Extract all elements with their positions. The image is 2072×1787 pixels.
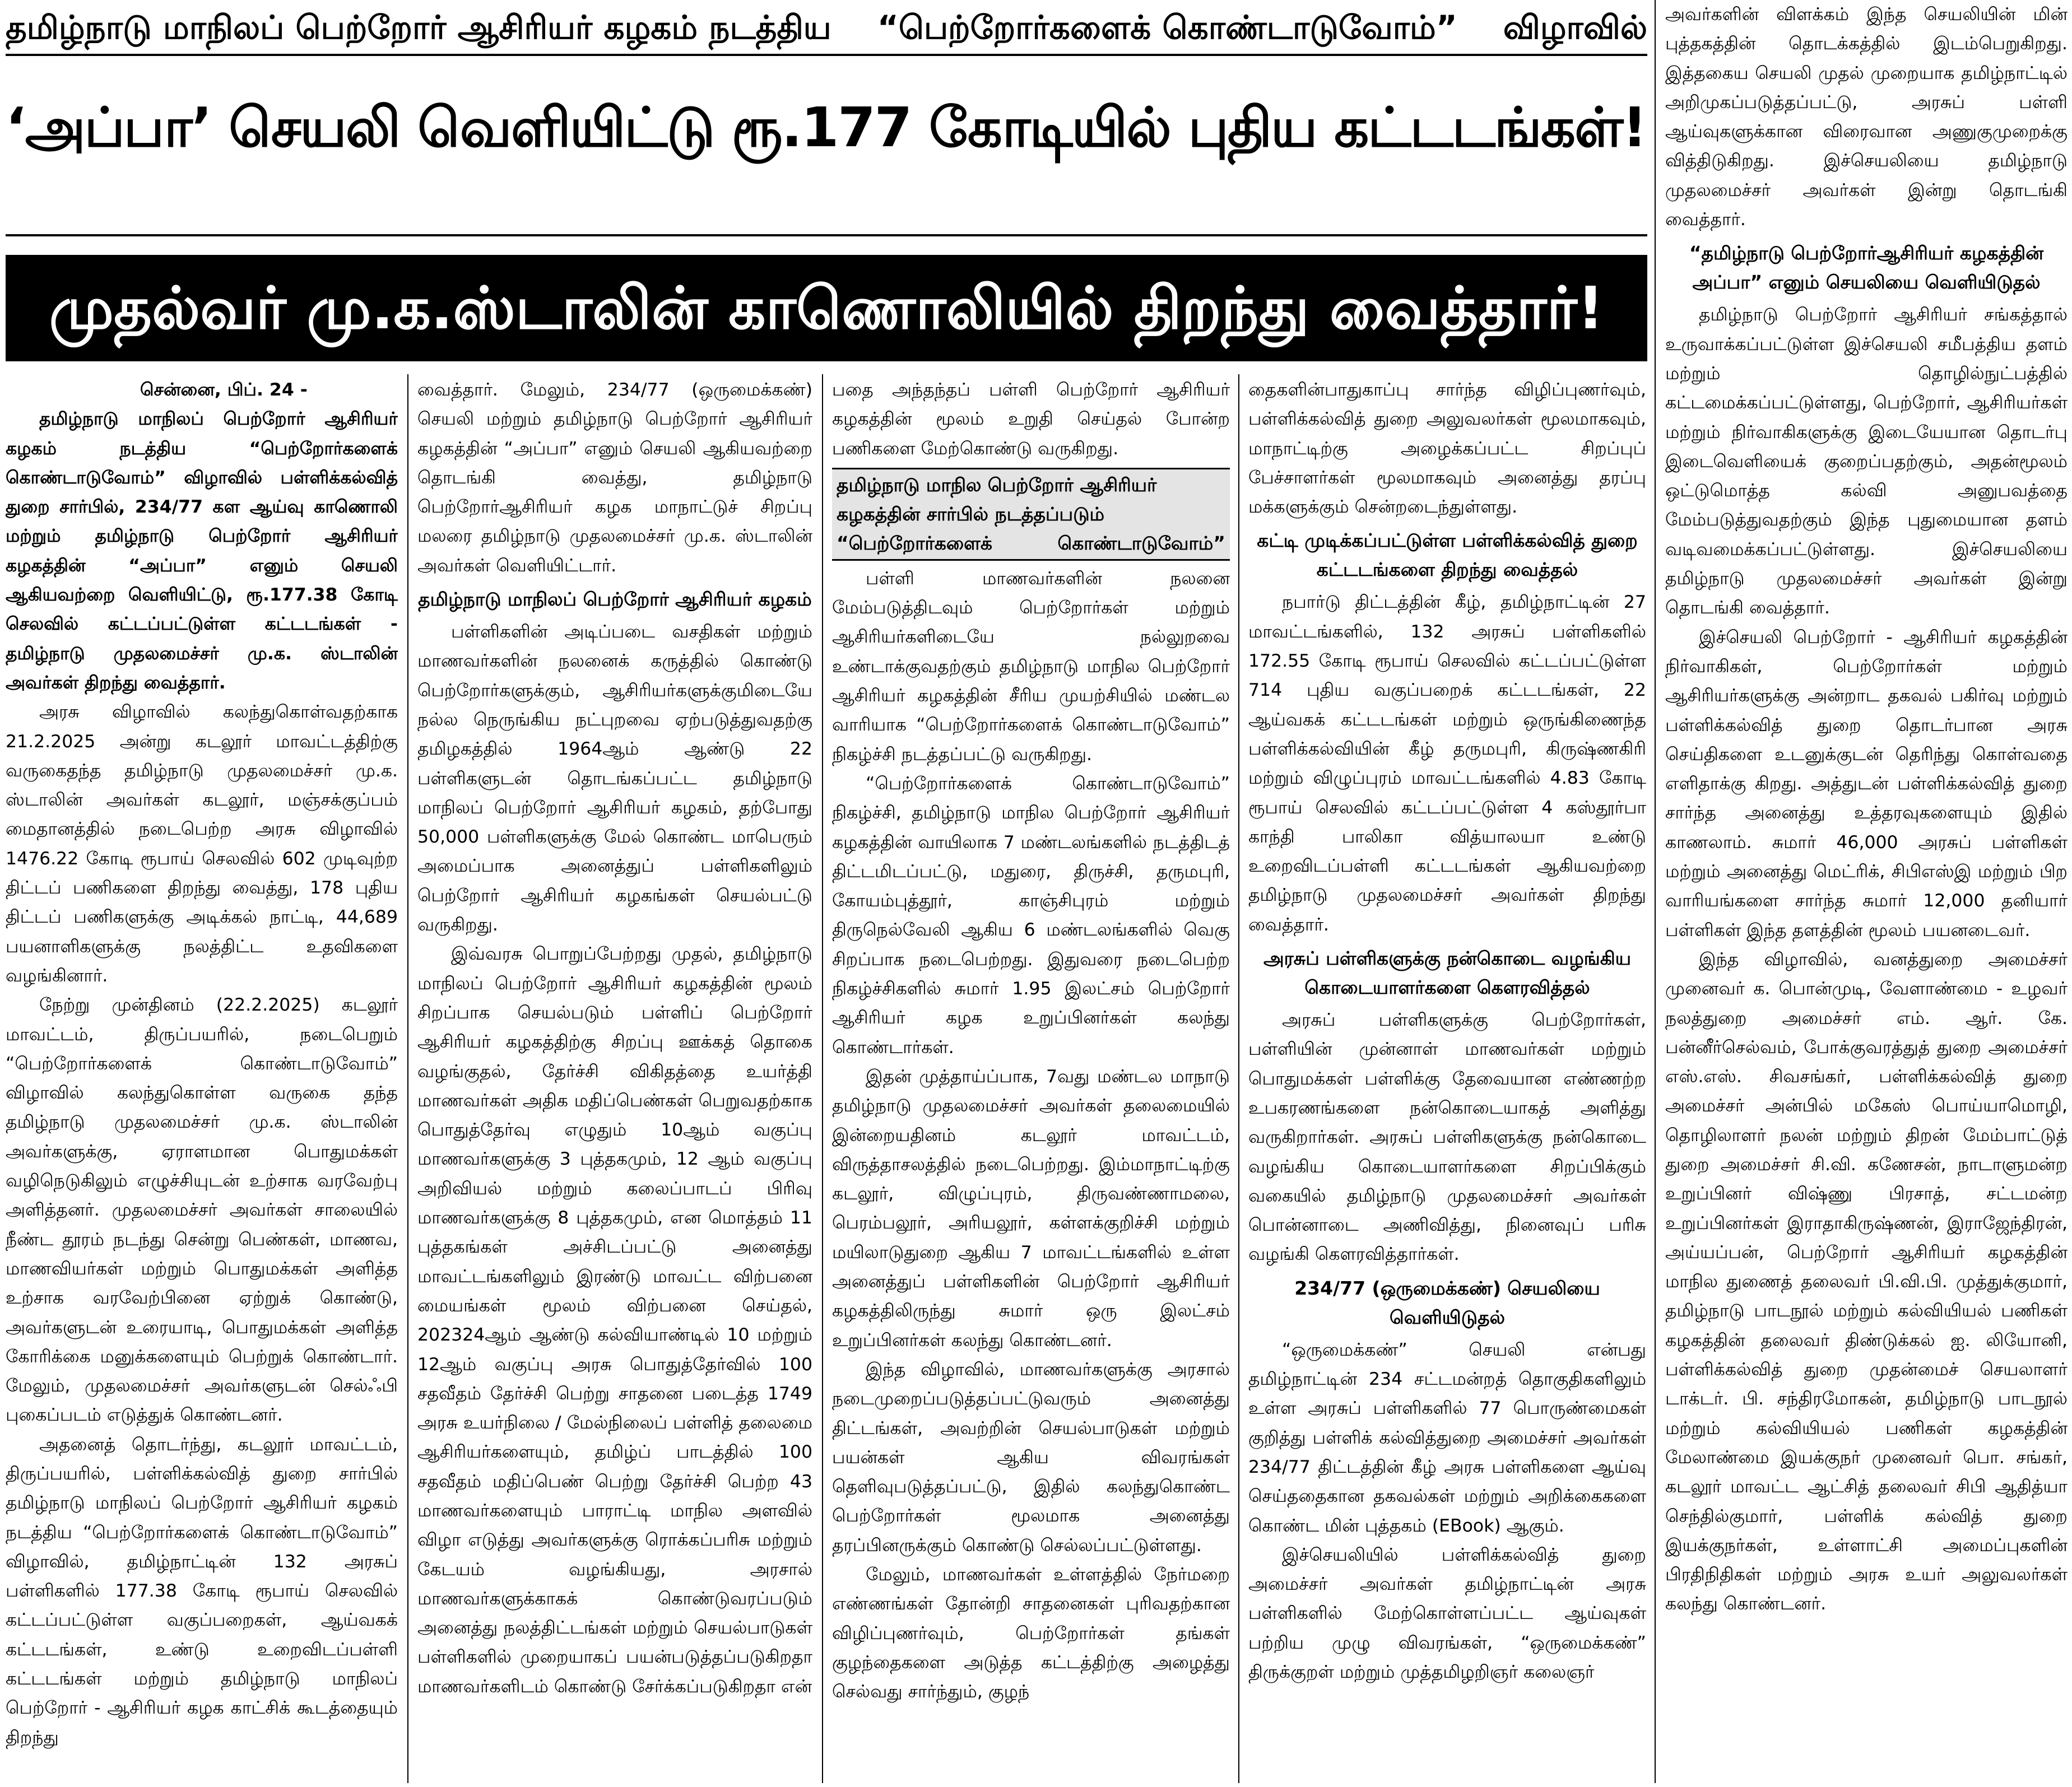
paragraph: இந்த விழாவில், வனத்துறை அமைச்சர் முனைவர் க. பொன்முடி, வேளாண்மை - உழவர் நலத்துறை அமைச்சர் எம். ஆர். கே. பன்னீர்செல்வம், போக்குவரத்துத் துறை அமைச்சர் எஸ்.எஸ். சிவசங்கர், பள்ளிக்கல்வித் துறை அமைச்சர் அன்பில் மகேஸ் பொய்யாமொழி, தொழிலாளர் நலன் மற்றும் திறன் மேம்பாட்டுத் துறை அமைச்சர் சி.வி. கணேசன், நாடாளுமன்ற உறுப்பினர் விஷ்ணு பிரசாத், சட்டமன்ற உறுப்பினர்கள் இராதாகிருஷ்ணன், இராஜேந்திரன், அய்யப்பன், பெற்றோர் ஆசிரியர் கழகத்தின் மாநில துணைத் தலைவர் பி.வி.பி. முத்துக்குமார், தமிழ்நாடு பாடநூல் மற்றும் கல்வியியல் பணிகள் கழகத்தின் தலைவர் திண்டுக்கல் ஐ. லியோனி, பள்ளிக்கல்வித் துறை முதன்மைச் செயலாளர் டாக்டர். பி. சந்திரமோகன், தமிழ்நாடு பாடநூல் மற்றும் கல்வியியல் பணிகள் கழகத்தின் மேலாண்மை இயக்குநர் முனைவர் பொ. சங்கர், கடலூர் மாவட்ட ஆட்சித் தலைவர் சிபி ஆதித்யா செந்தில்குமார், பள்ளிக் கல்வித் துறை இயக்குநர்கள், உள்ளாட்சி அமைப்புகளின் பிரதிநிதிகள் மற்றும் அரசு உயர் அலுவலர்கள் கலந்து கொண்டனர்.	[1665, 949, 2068, 1614]
paragraph: நபார்டு திட்டத்தின் கீழ், தமிழ்நாட்டின் 27 மாவட்டங்களில், 132 அரசுப் பள்ளிகளில் 172.55 கோடி ரூபாய் செலவில் கட்டப்பட்டுள்ள 714 புதிய வகுப்பறைக் கட்டடங்கள், 22 ஆய்வகக் கட்டடங்கள் மற்றும் ஒருங்கிணைந்த பள்ளிக்கல்வியின் கீழ் தருமபுரி, கிருஷ்ணகிரி மற்றும் விழுப்புரம் மாவட்டங்களில் 4.83 கோடி ரூபாய் செலவில் கட்டப்பட்டுள்ள 4 கஸ்தூர்பா காந்தி பாலிகா வித்யாலயா உண்டு உறைவிடப்பள்ளி கட்டடங்கள் ஆகியவற்றை தமிழ்நாடு முதலமைச்சர் அவர்கள் திறந்து வைத்தார்.	[1248, 592, 1646, 935]
article-column-3	[832, 375, 1230, 1781]
article-column-2	[417, 375, 812, 1781]
paragraph: அரசுப் பள்ளிகளுக்கு பெற்றோர்கள், பள்ளியின் முன்னாள் மாணவர்கள் மற்றும் பொதுமக்கள் பள்ளிக்கு தேவையான எண்ணற்ற உபகரணங்களை நன்கொடையாகத் அளித்து வருகிறார்கள். அரசுப் பள்ளிகளுக்கு நன்கொடை வழங்கிய கொடையாளர்களை சிறப்பிக்கும் வகையில் தமிழ்நாடு முதலமைச்சர் அவர்கள் பொன்னாடை அணிவித்து, நினைவுப் பரிசு வழங்கி கௌரவித்தார்கள்.	[1248, 1010, 1646, 1265]
paragraph: “பெற்றோர்களைக் கொண்டாடுவோம்” நிகழ்ச்சி, தமிழ்நாடு மாநில பெற்றோர் ஆசிரியர் கழகத்தின் வாயிலாக 7 மண்டலங்களில் நடத்திடத் திட்டமிடப்பட்டு, மதுரை, திருச்சி, தருமபுரி, கோயம்புத்தூர், காஞ்சிபுரம் மற்றும் திருநெல்வேலி ஆகிய 6 மண்டலங்களில் வெகு சிறப்பாக நடைபெற்றது. இதுவரை நடைபெற்ற நிகழ்ச்சிகளில் சுமார் 1.95 இலட்சம் பெற்றோர் ஆசிரியர் கழக உறுப்பினர்கள் கலந்து கொண்டார்கள்.	[832, 773, 1230, 1058]
paragraph: இதன் முத்தாய்ப்பாக, 7வது மண்டல மாநாடு தமிழ்நாடு முதலமைச்சர் அவர்கள் தலைமையில் இன்றையதினம் கடலூர் மாவட்டம், விருத்தாசலத்தில் நடைபெற்றது. இம்மாநாட்டிற்கு கடலூர், விழுப்புரம், திருவண்ணாமலை, பெரம்பலூர், அரியலூர், கள்ளக்குறிச்சி மற்றும் மயிலாடுதுறை ஆகிய 7 மாவட்டங்களில் உள்ள அனைத்துப் பள்ளிகளின் பெற்றோர் ஆசிரியர் கழகத்திலிருந்து சுமார் ஒரு இலட்சம் உறுப்பினர்கள் கலந்து கொண்டனர்.	[832, 1066, 1230, 1351]
section-heading: “தமிழ்நாடு பெற்றோர்ஆசிரியர் கழகத்தின் அப்பா” எனும் செயலியை வெளியிடுதல்	[1689, 242, 2044, 294]
paragraph: பள்ளி மாணவர்களின் நலனை மேம்படுத்திடவும் பெற்றோர்கள் மற்றும் ஆசிரியர்களிடையே நல்லுறவை உண்டாக்குவதற்கும் தமிழ்நாடு மாநில பெற்றோர் ஆசிரியர் கழகத்தின் சீரிய முயற்சியில் மண்டல வாரியாக “பெற்றோர்களைக் கொண்டாடுவோம்” நிகழ்ச்சி நடத்தப்பட்டு வருகிறது.	[832, 568, 1230, 765]
paragraph: பதை அந்தந்தப் பள்ளி பெற்றோர் ஆசிரியர் கழகத்தின் மூலம் உறுதி செய்தல் போன்ற பணிகளை மேற்கொண்டு வருகிறது.	[832, 380, 1230, 459]
dateline: சென்னை, பிப். 24 -	[140, 380, 308, 400]
paragraph: தைகளின்பாதுகாப்பு சார்ந்த விழிப்புணர்வும், பள்ளிக்கல்வித் துறை அலுவலர்கள் மூலமாகவும், மாநாட்டிற்கு அழைக்கப்பட்ட சிறப்புப் பேச்சாளர்கள் மூலமாகவும் அனைத்து தரப்பு மக்களுக்கும் சென்றடைந்துள்ளது.	[1248, 380, 1646, 518]
headline-underline	[6, 234, 1647, 236]
column-divider	[407, 374, 408, 1783]
section-heading: தமிழ்நாடு மாநிலப் பெற்றோர் ஆசிரியர் கழகம்	[418, 588, 812, 611]
kicker-left: தமிழ்நாடு மாநிலப் பெற்றோர் ஆசிரியர் கழகம் நடத்திய	[6, 8, 831, 46]
paragraph: அவர்களின் விளக்கம் இந்த செயலியின் மின் புத்தகத்தின் தொடக்கத்தில் இடம்பெறுகிறது. இத்தகைய செயலி முதல் முறையாக தமிழ்நாட்டில் அறிமுகப்படுத்தப்பட்டு, அரசுப் பள்ளி ஆய்வுகளுக்கான விரைவான அணுகுமுறைக்கு வித்திடுகிறது. இச்செயலியை தமிழ்நாடு முதலமைச்சர் அவர்கள் இன்று தொடங்கி வைத்தார்.	[1665, 4, 2068, 230]
section-heading: தமிழ்நாடு மாநில பெற்றோர் ஆசிரியர் கழகத்தின் சார்பில் நடத்தப்படும் “பெற்றோர்களைக் கொண்டாடுவோம்”	[832, 468, 1230, 561]
sub-headline-banner: முதல்வர் மு.க.ஸ்டாலின் காணொலியில் திறந்து வைத்தார்!	[6, 255, 1647, 361]
headline: ‘அப்பா’ செயலி வெளியிட்டு ரூ.177 கோடியில் புதிய கட்டடங்கள்!	[6, 96, 1646, 159]
paragraph: அதனைத் தொடர்ந்து, கடலூர் மாவட்டம், திருப்பயரில், பள்ளிக்கல்வித் துறை சார்பில் தமிழ்நாடு மாநிலப் பெற்றோர் ஆசிரியர் கழகம் நடத்திய “பெற்றோர்களைக் கொண்டாடுவோம்” விழாவில், தமிழ்நாட்டின் 132 அரசுப் பள்ளிகளில் 177.38 கோடி ரூபாய் செலவில் கட்டப்பட்டுள்ள வகுப்பறைகள், ஆய்வகக் கட்டடங்கள், உண்டு உறைவிடப்பள்ளி கட்டடங்கள் மற்றும் தமிழ்நாடு மாநிலப் பெற்றோர் - ஆசிரியர் கழக காட்சிக் கூடத்தையும் திறந்து	[6, 1434, 398, 1748]
section-heading: கட்டி முடிக்கப்பட்டுள்ள பள்ளிக்கல்வித் துறை கட்டடங்களை திறந்து வைத்தல்	[1257, 529, 1638, 581]
paragraph: இச்செயலியில் பள்ளிக்கல்வித் துறை அமைச்சர் அவர்கள் தமிழ்நாட்டின் அரசு பள்ளிகளில் மேற்கொள்ளப்பட்ட ஆய்வுகள் பற்றிய முழு விவரங்கள், “ஒருமைக்கண்” திருக்குறள் மற்றும் முத்தமிழறிஞர் கலைஞர்	[1248, 1544, 1646, 1682]
paragraph: நேற்று முன்தினம் (22.2.2025) கடலூர் மாவட்டம், திருப்பயரில், நடைபெறும் “பெற்றோர்களைக் கொண்டாடுவோம்” விழாவில் கலந்துகொள்ள வருகை தந்த தமிழ்நாடு முதலமைச்சர் மு.க. ஸ்டாலின் அவர்களுக்கு, ஏராளமான பொதுமக்கள் வழிநெடுகிலும் எழுச்சியுடன் உற்சாக வரவேற்பு அளித்தனர். முதலமைச்சர் அவர்கள் சாலையில் நீண்ட தூரம் நடந்து சென்று பெண்கள், மாணவ, மாணவியர்கள் மற்றும் பொதுமக்கள் அளித்த உற்சாக வரவேற்பினை ஏற்றுக் கொண்டு, அவர்களுடன் உரையாடி, பொதுமக்கள் அளித்த கோரிக்கை மனுக்களையும் பெற்றுக் கொண்டார். மேலும், முதலமைச்சர் அவர்களுடன் செல்ஃபி புகைப்படம் எடுத்துக் கொண்டனர்.	[6, 995, 398, 1426]
lead-paragraph: தமிழ்நாடு மாநிலப் பெற்றோர் ஆசிரியர் கழகம் நடத்திய “பெற்றோர்களைக் கொண்டாடுவோம்” விழாவில் பள்ளிக்கல்வித் துறை சார்பில், 234/77 கள ஆய்வு காணொலி மற்றும் தமிழ்நாடு பெற்றோர் ஆசிரியர் கழகத்தின் “அப்பா” எனும் செயலி ஆகியவற்றை வெளியிட்டு, ரூ.177.38 கோடி செலவில் கட்டப்பட்டுள்ள கட்டடங்கள் - தமிழ்நாடு முதலமைச்சர் மு.க. ஸ்டாலின் அவர்கள் திறந்து வைத்தார்.	[6, 409, 398, 693]
article-column-4	[1248, 375, 1646, 1781]
paragraph: இந்த விழாவில், மாணவர்களுக்கு அரசால் நடைமுறைப்படுத்தப்பட்டுவரும் அனைத்து திட்டங்கள், அவற்றின் செயல்பாடுகள் மற்றும் பயன்கள் ஆகிய விவரங்கள் தெளிவுபடுத்தப்பட்டு, இதில் கலந்துகொண்ட பெற்றோர்கள் மூலமாக அனைத்து தரப்பினருக்கும் கொண்டு செல்லப்பட்டுள்ளது.	[832, 1359, 1230, 1556]
article-column-1	[6, 375, 398, 1781]
paragraph: தமிழ்நாடு பெற்றோர் ஆசிரியர் சங்கத்தால் உருவாக்கப்பட்டுள்ள இச்செயலி சமீபத்திய தளம் மற்றும் தொழில்நுட்பத்தில் கட்டமைக்கப்பட்டுள்ளது, பெற்றோர், ஆசிரியர்கள் மற்றும் நிர்வாகிகளுக்கு இடையேயான தொடர்பு இடைவெளியைக் குறைப்பதற்கும், அதன்மூலம் ஒட்டுமொத்த கல்வி அனுபவத்தை மேம்படுத்துவதற்கும் இந்த புதுமையான தளம் வடிவமைக்கப்பட்டுள்ளது. இச்செயலியை தமிழ்நாடு முதலமைச்சர் அவர்கள் இன்று தொடங்கி வைத்தார்.	[1665, 305, 2068, 618]
paragraph: இவ்வரசு பொறுப்பேற்றது முதல், தமிழ்நாடு மாநிலப் பெற்றோர் ஆசிரியர் கழகத்தின் மூலம் சிறப்பாக செயல்படும் பள்ளிப் பெற்றோர் ஆசிரியர் கழகத்திற்கு சிறப்பு ஊக்கத் தொகை வழங்குதல், தேர்ச்சி விகிதத்தை உயர்த்தி மாணவர்கள் அதிக மதிப்பெண்கள் பெறுவதற்காக பொதுத்தேர்வு எழுதும் 10ஆம் வகுப்பு மாணவர்களுக்கு 3 புத்தகமும், 12 ஆம் வகுப்பு அறிவியல் மற்றும் கலைப்பாடப் பிரிவு மாணவர்களுக்கு 8 புத்தகமும், என மொத்தம் 11 புத்தகங்கள் அச்சிடப்பட்டு அனைத்து மாவட்டங்களிலும் இரண்டு மாவட்ட விற்பனை மையங்கள் மூலம் விற்பனை செய்தல், 202324ஆம் ஆண்டு கல்வியாண்டில் 10 மற்றும் 12ஆம் வகுப்பு அரசு பொதுத்தேர்வில் 100 சதவீதம் தேர்ச்சி பெற்று சாதனை படைத்த 1749 அரசு உயர்நிலை / மேல்நிலைப் பள்ளித் தலைமை ஆசிரியர்களையும், தமிழ்ப் பாடத்தில் 100 சதவீதம் மதிப்பெண் பெற்று தேர்ச்சி பெற்ற 43 மாணவர்களையும் பாராட்டி மாநில அளவில் விழா எடுத்து அவர்களுக்கு ரொக்கப்பரிசு மற்றும் கேடயம் வழங்கியது, அரசால் மாணவர்களுக்காகக் கொண்டுவரப்படும் அனைத்து நலத்திட்டங்கள் மற்றும் செயல்பாடுகள் பள்ளிகளில் முறையாகப் பயன்படுத்தப்படுகிறதா மாணவர்களிடம் கொண்டு சேர்க்கப்படுகிறதா என்	[417, 944, 812, 1697]
kicker-line	[6, 2, 1647, 53]
article-column-5	[1665, 0, 2068, 1787]
paragraph: அரசு விழாவில் கலந்துகொள்வதற்காக 21.2.2025 அன்று கடலூர் மாவட்டத்திற்கு வருகைதந்த தமிழ்நாடு முதலமைச்சர் மு.க. ஸ்டாலின் அவர்கள் கடலூர், மஞ்சக்குப்பம் மைதானத்தில் நடைபெற்ற அரசு விழாவில் 1476.22 கோடி ரூபாய் செலவில் 602 முடிவுற்ற திட்டப் பணிகளை திறந்து வைத்து, 178 புதிய திட்டப் பணிகளுக்கு அடிக்கல் நாட்டி, 44,689 பயனாளிகளுக்கு நலத்திட்ட உதவிகளை வழங்கினார்.	[6, 702, 398, 986]
column-divider	[1655, 0, 1656, 1783]
paragraph: மேலும், மாணவர்கள் உள்ளத்தில் நேர்மறை எண்ணங்கள் தோன்றி சாதனைகள் புரிவதற்கான விழிப்புணர்வும், பெற்றோர்கள் தங்கள் குழந்தைகளை அடுத்த கட்டத்திற்கு அழைத்து செல்வது சார்ந்தும், குழந்	[832, 1564, 1230, 1702]
paragraph: பள்ளிகளின் அடிப்படை வசதிகள் மற்றும் மாணவர்களின் நலனைக் கருத்தில் கொண்டு பெற்றோர்களுக்கும், ஆசிரியர்களுக்குமிடையே நல்ல நெருங்கிய நட்புறவை ஏற்படுத்துவதற்கு தமிழகத்தில் 1964ஆம் ஆண்டு 22 பள்ளிகளுடன் தொடங்கப்பட்ட தமிழ்நாடு மாநிலப் பெற்றோர் ஆசிரியர் கழகம், தற்போது 50,000 பள்ளிகளுக்கு மேல் கொண்ட மாபெரும் அமைப்பாக அனைத்துப் பள்ளிகளிலும் பெற்றோர் ஆசிரியர் கழகங்கள் செயல்பட்டு வருகிறது.	[417, 622, 812, 936]
paragraph: “ஒருமைக்கண்” செயலி என்பது தமிழ்நாட்டின் 234 சட்டமன்றத் தொகுதிகளிலும் உள்ள அரசுப் பள்ளிகளில் 77 பொருண்மைகள் குறித்து பள்ளிக் கல்வித்துறை அமைச்சர் அவர்கள் 234/77 திட்டத்தின் கீழ் அரசு பள்ளிகளை ஆய்வு செய்ததைகான தகவல்கள் மற்றும் அறிக்கைகளை கொண்ட மின் புத்தகம் (EBook) ஆகும்.	[1248, 1339, 1646, 1536]
kicker-quote: “பெற்றோர்களைக் கொண்டாடுவோம்”	[877, 8, 1457, 46]
column-divider	[1238, 374, 1239, 1783]
column-divider	[822, 374, 823, 1783]
section-heading: அரசுப் பள்ளிகளுக்கு நன்கொடை வழங்கிய கொடையாளர்களை கௌரவித்தல்	[1263, 947, 1632, 999]
section-heading: 234/77 (ஒருமைக்கண்) செயலியை வெளியிடுதல்	[1294, 1277, 1600, 1328]
paragraph: வைத்தார். மேலும், 234/77 (ஒருமைக்கண்) செயலி மற்றும் தமிழ்நாடு பெற்றோர் ஆசிரியர் கழகத்தின் “அப்பா” எனும் செயலி ஆகியவற்றை தொடங்கி வைத்து, தமிழ்நாடு பெற்றோர்ஆசிரியர் கழக மாநாட்டுச் சிறப்பு மலரை தமிழ்நாடு முதலமைச்சர் மு.க. ஸ்டாலின் அவர்கள் வெளியிட்டார்.	[417, 380, 812, 576]
paragraph: இச்செயலி பெற்றோர் - ஆசிரியர் கழகத்தின் நிர்வாகிகள், பெற்றோர்கள் மற்றும் ஆசிரியர்களுக்கு அன்றாட தகவல் பகிர்வு மற்றும் பள்ளிக்கல்வித் துறை தொடர்பான அரசு செய்திகளை உடனுக்குடன் தெரிந்து கொள்வதை எளிதாக்கு கிறது. அத்துடன் பள்ளிக்கல்வித் துறை சார்ந்த அனைத்து உத்தரவுகளையும் இதில் காணலாம். சுமார் 46,000 அரசுப் பள்ளிகள் மற்றும் அனைத்து மெட்ரிக், சிபிஎஸ்இ மற்றும் பிற வாரியங்களை சார்ந்த சுமார் 12,000 தனியார் பள்ளிகள் இந்த தளத்தின் மூலம் பயனடைவர்.	[1665, 627, 2068, 941]
kicker-right: விழாவில்	[1503, 8, 1647, 46]
kicker-underline	[6, 54, 1647, 56]
